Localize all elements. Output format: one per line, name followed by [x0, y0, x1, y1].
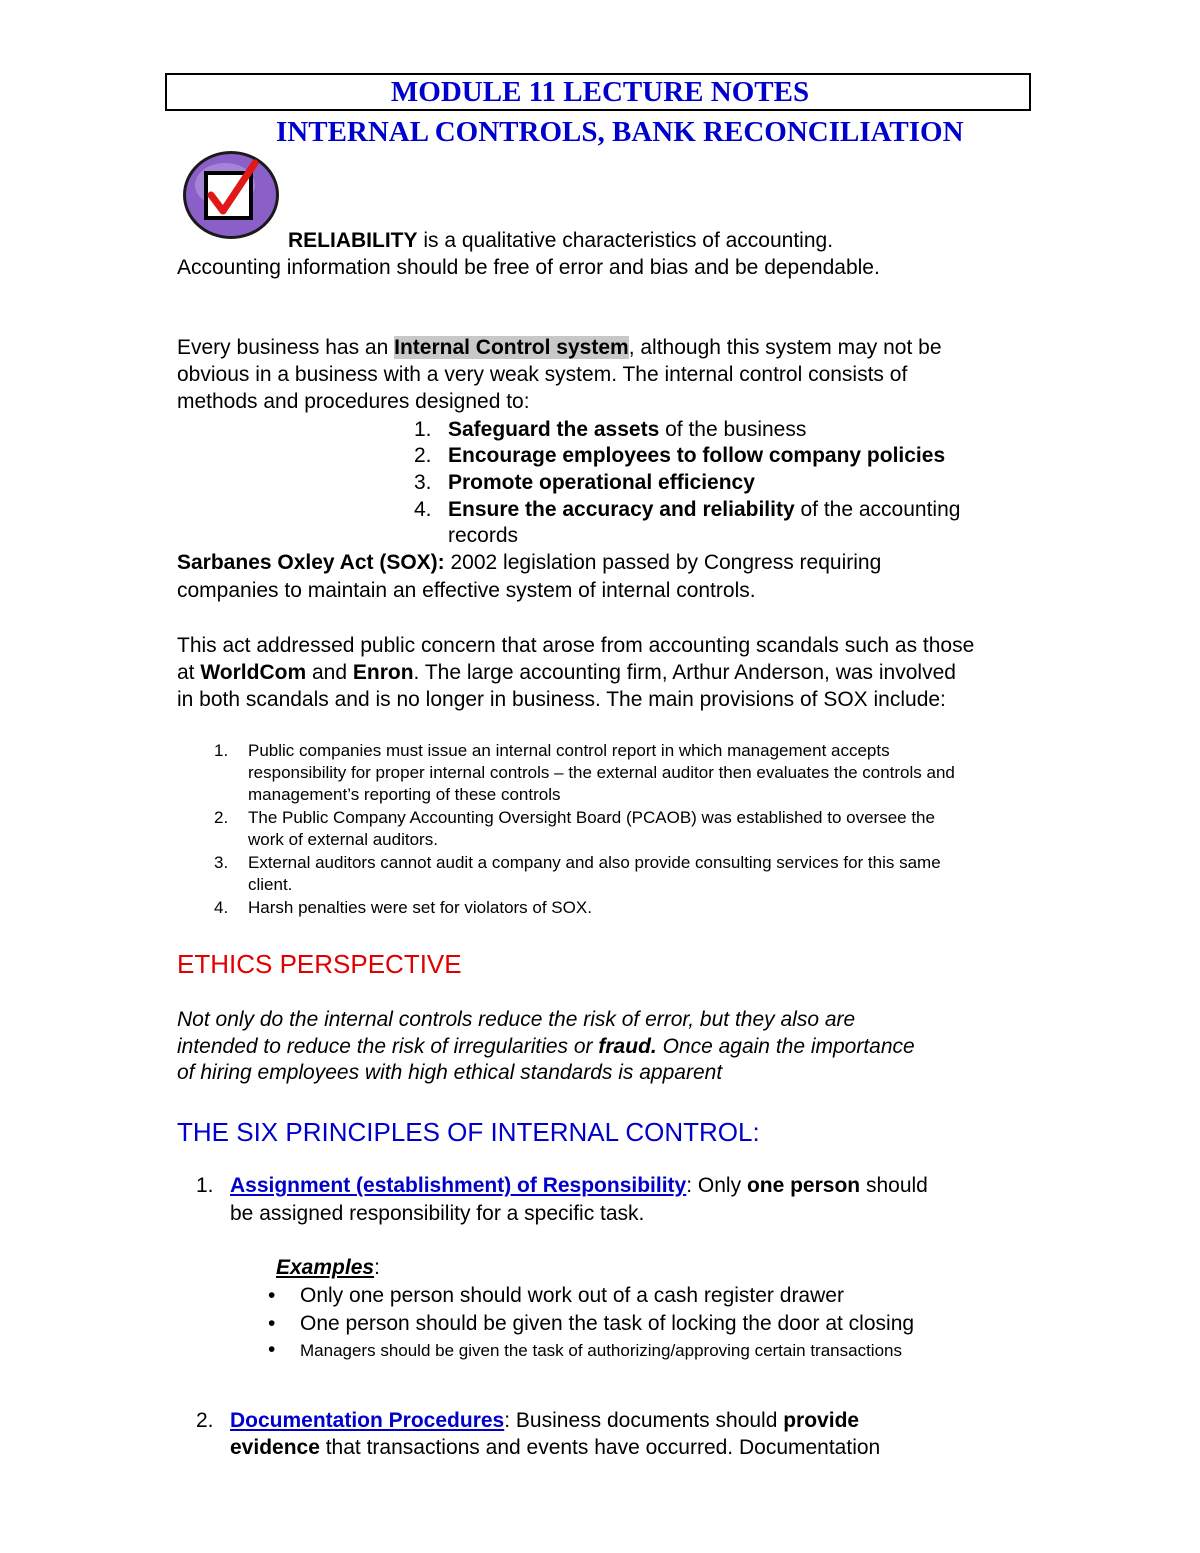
principle-1-link[interactable]: Assignment (establishment) of Responsibility [230, 1174, 687, 1197]
purpose-bold: Ensure the accuracy and reliability [448, 498, 795, 521]
intro-text: Every business has an [177, 336, 395, 359]
list-number: 3. [214, 853, 229, 872]
sox-line-2: companies to maintain an effective system of internal controls. [177, 579, 756, 602]
act-text: . The large accounting firm, Arthur Anderson, was involved [413, 661, 956, 684]
purpose-text: of the business [659, 418, 807, 441]
list-number: 4. [214, 898, 229, 917]
example-text: Managers should be given the task of authorizing/approving certain transactions [300, 1341, 902, 1360]
bullet-icon: • [268, 1312, 276, 1335]
purpose-text: of the accounting [794, 498, 961, 521]
intro-line-3: methods and procedures designed to: [177, 390, 530, 413]
ethics-line-2 [177, 1034, 915, 1060]
internal-control-highlight: Internal Control system [394, 336, 629, 359]
purpose-continuation: records [448, 524, 519, 547]
ethics-text: of hiring employees with high ethical standards is apparent [177, 1061, 723, 1084]
principle-1-line-2: be assigned responsibility for a specific task. [230, 1202, 645, 1225]
principle-2-link[interactable]: Documentation Procedures [230, 1409, 505, 1432]
example-item [268, 1311, 914, 1337]
examples-colon: : [374, 1256, 380, 1279]
act-line-3: in both scandals and is no longer in business. The main provisions of SOX include: [177, 688, 946, 711]
heading-text: THE SIX PRINCIPLES OF INTERNAL CONTROL [177, 1117, 753, 1147]
purpose-item [414, 497, 960, 523]
provision-line: External auditors cannot audit a company and also provide consulting services for this same [248, 853, 941, 872]
example-item [268, 1339, 902, 1362]
act-text: and [306, 661, 353, 684]
principle-colon: : [504, 1409, 511, 1432]
sox-line [177, 550, 881, 576]
reliability-text: is a qualitative characteristics of accounting. [417, 229, 834, 252]
sox-text: 2002 legislation passed by Congress requiring [444, 551, 882, 574]
ethics-text: Not only do the internal controls reduce the risk of error, but they also are [177, 1008, 856, 1031]
one-person-bold: one person [746, 1174, 861, 1197]
list-number: 3. [414, 471, 432, 494]
list-number: 4. [414, 498, 432, 521]
list-number: 2. [196, 1409, 214, 1432]
principle-1 [196, 1173, 928, 1199]
list-number: 1. [414, 418, 432, 441]
intro-text: , although this system may not be [628, 336, 942, 359]
provision-line: management’s reporting of these controls [248, 785, 561, 804]
purpose-item [414, 470, 755, 496]
six-principles-heading [177, 1116, 760, 1148]
principle-2 [196, 1408, 859, 1434]
provision-line: Public companies must issue an internal control report in which management accepts [248, 741, 890, 760]
reliability-term: RELIABILITY [288, 229, 418, 252]
example-text: One person should be given the task of locking the door at closing [300, 1312, 915, 1335]
principle-text: Only [692, 1174, 747, 1197]
page-subtitle: INTERNAL CONTROLS, BANK RECONCILIATION [276, 116, 964, 148]
principle-text: should [860, 1174, 928, 1197]
provision-line: work of external auditors. [248, 830, 438, 849]
principle-text: that transactions and events have occurred. Documentation [319, 1436, 881, 1459]
list-number: 1. [196, 1174, 214, 1197]
list-number: 2. [414, 444, 432, 467]
principle-colon: : [686, 1174, 693, 1197]
provision-line: Harsh penalties were set for violators of SOX. [248, 898, 592, 917]
act-line-1: This act addressed public concern that arose from accounting scandals such as those [177, 634, 975, 657]
reliability-line [288, 228, 833, 254]
bullet-icon: • [268, 1338, 276, 1361]
provision-line: client. [248, 875, 293, 894]
provide-bold: provide [783, 1409, 860, 1432]
provision-line: The Public Company Accounting Oversight Board (PCAOB) was established to oversee the [248, 808, 935, 827]
enron-bold: Enron [352, 661, 414, 684]
example-item [268, 1283, 844, 1309]
examples-label [276, 1255, 380, 1281]
ethics-line-1 [177, 1007, 855, 1033]
purpose-bold: Encourage employees to follow company policies [448, 444, 946, 467]
examples-text: Examples [276, 1256, 375, 1279]
bullet-icon: • [268, 1284, 276, 1307]
example-text: Only one person should work out of a cash register drawer [300, 1284, 844, 1307]
intro-line-2: obvious in a business with a very weak system. The internal control consists of [177, 363, 908, 386]
intro-line-1 [177, 335, 942, 361]
purpose-item [414, 417, 806, 443]
list-number: 2. [214, 808, 229, 827]
heading-colon: : [752, 1117, 760, 1147]
principle-text: Business documents should [510, 1409, 784, 1432]
sox-term: Sarbanes Oxley Act (SOX): [177, 551, 445, 574]
checkbox-check-icon [181, 149, 281, 241]
reliability-line-2: Accounting information should be free of error and bias and be dependable. [177, 256, 880, 279]
page-title: MODULE 11 LECTURE NOTES [390, 76, 810, 108]
purpose-bold: Promote operational efficiency [448, 471, 755, 494]
worldcom-bold: WorldCom [200, 661, 307, 684]
ethics-line-3 [177, 1060, 722, 1086]
purpose-bold: Safeguard the assets [448, 418, 660, 441]
act-line-2 [177, 660, 956, 686]
ethics-heading: ETHICS PERSPECTIVE [177, 949, 462, 979]
ethics-text: intended to reduce the risk of irregularities or [177, 1035, 599, 1058]
principle-2-line-2 [230, 1435, 880, 1461]
ethics-text: Once again the importance [656, 1035, 915, 1058]
fraud-bold: fraud. [598, 1035, 657, 1058]
evidence-bold: evidence [230, 1436, 320, 1459]
act-text: at [177, 661, 201, 684]
purpose-item [414, 443, 945, 469]
list-number: 1. [214, 741, 229, 760]
provision-line: responsibility for proper internal controls – the external auditor then evaluates the controls and [248, 763, 955, 782]
